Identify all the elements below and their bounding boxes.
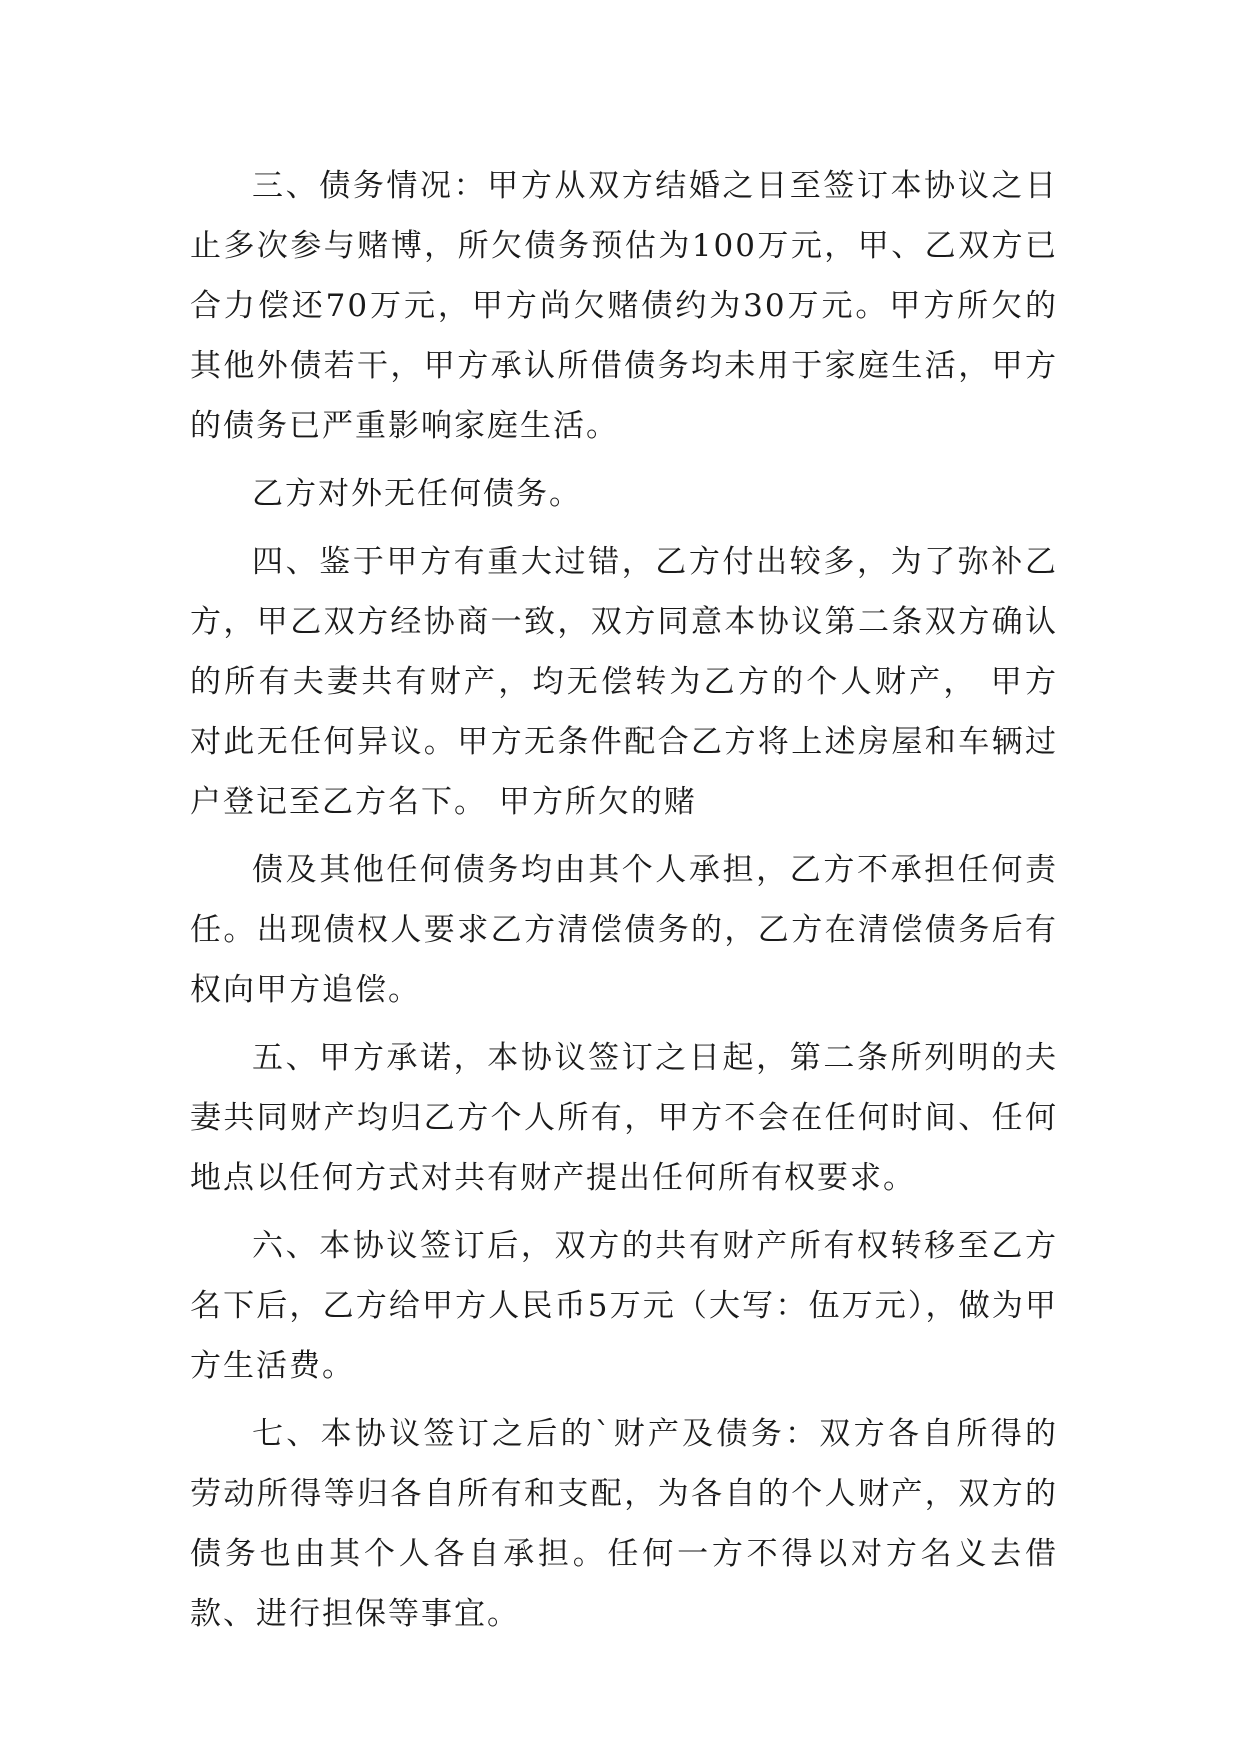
paragraph-property-transfer: 四、鉴于甲方有重大过错，乙方付出较多，为了弥补乙方，甲乙双方经协商一致，双方同意本协议第二条双方确认的所有夫妻共有财产，均无偿转为乙方的个人财产， 甲方对此无任何异议。甲方无条件配合乙方将上述房屋和车辆过户登记至乙方名下。 甲方所欠的赌 <box>190 544 1058 820</box>
paragraph-living-expenses: 六、本协议签订后，双方的共有财产所有权转移至乙方名下后，乙方给甲方人民币5万元（大写：伍万元），做为甲方生活费。 <box>190 1228 1058 1384</box>
paragraph-promise: 五、甲方承诺，本协议签订之日起，第二条所列明的夫妻共同财产均归乙方个人所有，甲方不会在任何时间、任何地点以任何方式对共有财产提出任何所有权要求。 <box>190 1040 1058 1196</box>
paragraph-party-b-no-debt: 乙方对外无任何债务。 <box>252 476 582 512</box>
document-body <box>190 156 1058 1652</box>
paragraph-debt-situation: 三、债务情况：甲方从双方结婚之日至签订本协议之日止多次参与赌博，所欠债务预估为100万元，甲、乙双方已合力偿还70万元，甲方尚欠赌债约为30万元。甲方所欠的其他外债若干，甲方承认所借债务均未用于家庭生活，甲方的债务已严重影响家庭生活。 <box>190 168 1058 444</box>
paragraph-debt-liability: 债及其他任何债务均由其个人承担，乙方不承担任何责任。出现债权人要求乙方清偿债务的，乙方在清偿债务后有权向甲方追偿。 <box>190 852 1058 1008</box>
paragraph-post-agreement-property: 七、本协议签订之后的`财产及债务：双方各自所得的劳动所得等归各自所有和支配，为各自的个人财产，双方的债务也由其个人各自承担。任何一方不得以对方名义去借款、进行担保等事宜。 <box>190 1416 1058 1632</box>
